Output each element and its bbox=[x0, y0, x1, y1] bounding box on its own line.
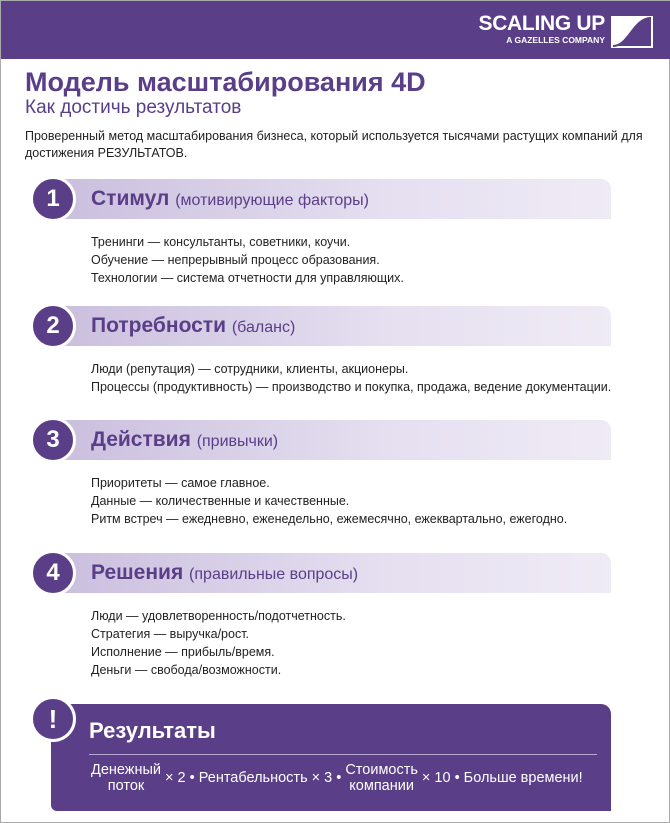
list-item: Обучение — непрерывный процесс образования. bbox=[91, 253, 380, 267]
cash-line-2: поток bbox=[107, 778, 145, 794]
list-item: Исполнение — прибыль/время. bbox=[91, 645, 275, 659]
results-box bbox=[51, 704, 611, 811]
list-item: Тренинги — консультанты, советники, коучи. bbox=[91, 235, 351, 249]
list-item: Технологии — система отчетности для управляющих. bbox=[91, 271, 404, 285]
value-line-1: Стоимость bbox=[345, 762, 418, 778]
page-subtitle: Как достичь результатов bbox=[25, 97, 242, 118]
logo-mark-icon bbox=[611, 16, 653, 48]
section-items bbox=[91, 233, 404, 287]
list-item: Стратегия — выручка/рост. bbox=[91, 627, 250, 641]
section-items bbox=[91, 607, 346, 679]
section-number-badge: 3 bbox=[30, 417, 76, 463]
multiplier-text-2: × 10 • Больше времени! bbox=[421, 770, 583, 786]
section-header-decisions bbox=[43, 553, 611, 593]
section-number-badge: 4 bbox=[30, 550, 76, 596]
page-title: Модель масштабирования 4D bbox=[25, 67, 426, 97]
cash-flow-label bbox=[91, 762, 161, 794]
list-item: Деньги — свобода/возможности. bbox=[91, 663, 282, 677]
section-subtitle: (правильные вопросы) bbox=[189, 566, 359, 583]
brand-name: SCALING UP bbox=[478, 12, 605, 35]
results-formula bbox=[87, 762, 583, 794]
company-value-label bbox=[345, 762, 418, 794]
section-title: Решения bbox=[91, 561, 184, 584]
list-item: Приоритеты — самое главное. bbox=[91, 476, 270, 490]
list-item: Люди — удовлетворенность/подотчетность. bbox=[91, 609, 346, 623]
section-subtitle: (привычки) bbox=[196, 433, 279, 450]
section-items bbox=[91, 360, 611, 396]
section-title: Потребности bbox=[91, 314, 226, 337]
multiplier-text-1: × 2 • Рентабельность × 3 • bbox=[165, 770, 342, 786]
section-title: Действия bbox=[91, 428, 191, 451]
section-number-badge: 2 bbox=[30, 303, 76, 349]
description: Проверенный метод масштабирования бизнеса, который используется тысячами растущих компаний для достижения РЕЗУЛЬТАТОВ. bbox=[25, 129, 643, 160]
value-line-2: компании bbox=[349, 778, 414, 794]
header-band bbox=[1, 1, 670, 59]
list-item: Данные — количественные и качественные. bbox=[91, 494, 350, 508]
brand-tagline: A GAZELLES COMPANY bbox=[506, 35, 605, 45]
list-item: Процессы (продуктивность) — производство и покупка, продажа, ведение документации. bbox=[91, 380, 612, 394]
scaling-up-logo bbox=[478, 13, 605, 46]
section-title: Стимул bbox=[91, 187, 170, 210]
section-header-stimulus bbox=[43, 179, 611, 219]
section-header-actions bbox=[43, 420, 611, 460]
section-items bbox=[91, 474, 567, 528]
list-item: Люди (репутация) — сотрудники, клиенты, акционеры. bbox=[91, 362, 409, 376]
cash-line-1: Денежный bbox=[91, 762, 162, 778]
divider bbox=[89, 754, 597, 755]
results-title: Результаты bbox=[89, 718, 216, 743]
section-subtitle: (мотивирующие факторы) bbox=[175, 192, 369, 209]
section-subtitle: (баланс) bbox=[231, 319, 296, 336]
list-item: Ритм встреч — ежедневно, еженедельно, ежемесячно, ежеквартально, ежегодно. bbox=[91, 512, 568, 526]
section-number-badge: 1 bbox=[30, 176, 76, 222]
section-header-needs bbox=[43, 306, 611, 346]
exclamation-icon: ! bbox=[30, 696, 76, 742]
